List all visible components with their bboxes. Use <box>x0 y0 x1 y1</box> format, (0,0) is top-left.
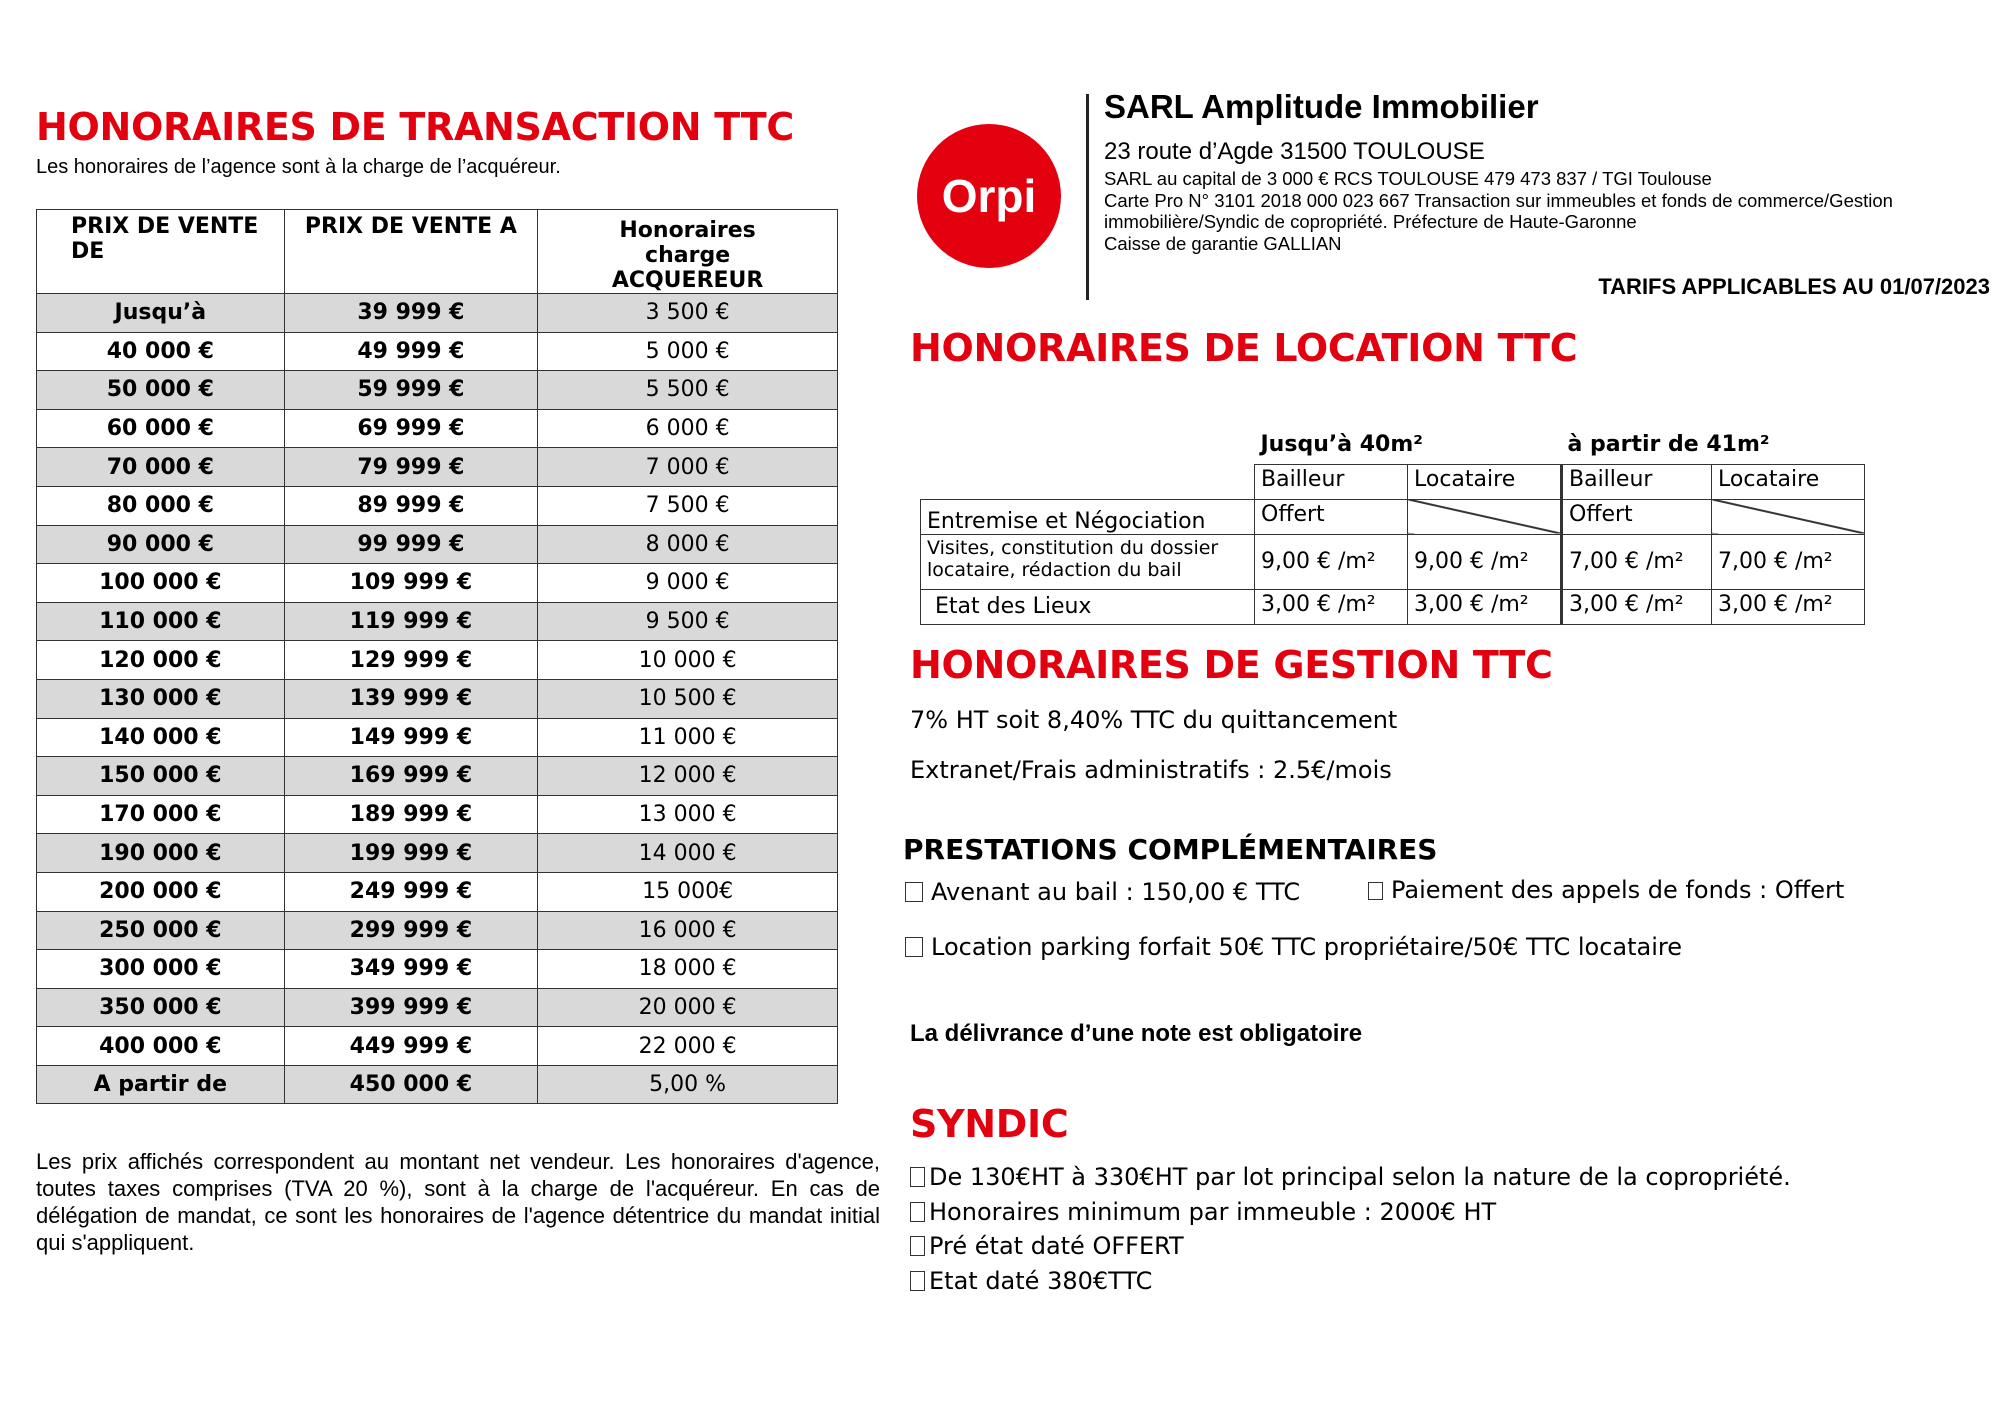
tarifs-date: TARIFS APPLICABLES AU 01/07/2023 <box>1598 274 1990 299</box>
cell-value: 3,00 € /m² <box>1712 589 1865 624</box>
cell-value: 9,00 € /m² <box>1255 534 1408 589</box>
cell-prix-de: Jusqu’à <box>37 294 285 333</box>
cell-prix-a: 119 999 € <box>284 602 538 641</box>
syndic-item <box>910 1160 1791 1195</box>
col-locataire: Locataire <box>1408 464 1562 499</box>
table-row <box>37 448 838 487</box>
cell-honoraires: 16 000 € <box>538 911 838 950</box>
cell-prix-de: 90 000 € <box>37 525 285 564</box>
table-row <box>37 1027 838 1066</box>
transaction-subtitle: Les honoraires de l’agence sont à la charge de l’acquéreur. <box>36 156 561 178</box>
cell-honoraires: 22 000 € <box>538 1027 838 1066</box>
table-row <box>37 641 838 680</box>
table-row <box>37 834 838 873</box>
cell-prix-a: 139 999 € <box>284 679 538 718</box>
cell-prix-de: 190 000 € <box>37 834 285 873</box>
col-locataire: Locataire <box>1712 464 1865 499</box>
syndic-item <box>910 1195 1791 1230</box>
header-prix-de: PRIX DE VENTE DE <box>37 210 285 294</box>
row-label: Etat des Lieux <box>921 589 1255 624</box>
cell-prix-de: 120 000 € <box>37 641 285 680</box>
table-row <box>37 950 838 989</box>
checkbox-icon <box>905 937 923 957</box>
cell-value: 7,00 € /m² <box>1562 534 1712 589</box>
cell-honoraires: 20 000 € <box>538 988 838 1027</box>
cell-honoraires: 15 000€ <box>538 872 838 911</box>
cell-honoraires: 5 500 € <box>538 371 838 410</box>
cell-honoraires: 8 000 € <box>538 525 838 564</box>
cell-prix-a: 109 999 € <box>284 564 538 603</box>
syndic-item <box>910 1264 1791 1299</box>
cell-honoraires: 18 000 € <box>538 950 838 989</box>
table-row <box>37 409 838 448</box>
syndic-label: De 130€HT à 330€HT par lot principal selon la nature de la copropriété. <box>929 1163 1791 1191</box>
checkbox-icon <box>1368 882 1383 900</box>
cell-honoraires: 13 000 € <box>538 795 838 834</box>
cell-prix-de: 250 000 € <box>37 911 285 950</box>
cell-prix-a: 169 999 € <box>284 757 538 796</box>
cell-prix-de: 70 000 € <box>37 448 285 487</box>
location-row <box>921 499 1865 534</box>
agency-name: SARL Amplitude Immobilier <box>1104 88 1539 125</box>
group-up-to-40: Jusqu’à 40m² <box>1260 432 1423 457</box>
cell-value: 3,00 € /m² <box>1562 589 1712 624</box>
syndic-label: Pré état daté OFFERT <box>929 1232 1184 1260</box>
cell-prix-de: 50 000 € <box>37 371 285 410</box>
prestation-label: Location parking forfait 50€ TTC propriétaire/50€ TTC locataire <box>931 933 1682 961</box>
table-row <box>37 679 838 718</box>
cell-prix-a: 129 999 € <box>284 641 538 680</box>
checkbox-icon <box>905 882 923 902</box>
prestation-item <box>905 933 1682 961</box>
table-row <box>37 294 838 333</box>
table-row <box>37 911 838 950</box>
table-row <box>37 757 838 796</box>
checkbox-icon <box>910 1167 925 1187</box>
cell-prix-de: 100 000 € <box>37 564 285 603</box>
table-row <box>37 486 838 525</box>
checkbox-icon <box>910 1202 925 1222</box>
cell-honoraires: 10 000 € <box>538 641 838 680</box>
table-row <box>37 718 838 757</box>
cell-prix-de: A partir de <box>37 1065 285 1104</box>
table-row <box>37 795 838 834</box>
location-row <box>921 534 1865 589</box>
transaction-fee-table <box>36 209 838 1104</box>
cell-prix-a: 89 999 € <box>284 486 538 525</box>
cell-prix-de: 150 000 € <box>37 757 285 796</box>
table-row <box>37 988 838 1027</box>
cell-value: Offert <box>1255 499 1408 534</box>
transaction-title: HONORAIRES DE TRANSACTION TTC <box>36 105 794 149</box>
cell-value: 3,00 € /m² <box>1408 589 1562 624</box>
syndic-item <box>910 1229 1791 1264</box>
syndic-label: Etat daté 380€TTC <box>929 1266 1153 1295</box>
cell-prix-a: 149 999 € <box>284 718 538 757</box>
table-row <box>37 602 838 641</box>
cell-prix-a: 199 999 € <box>284 834 538 873</box>
cell-prix-a: 69 999 € <box>284 409 538 448</box>
row-label: Visites, constitution du dossier locataire, rédaction du bail <box>921 534 1255 589</box>
cell-prix-de: 140 000 € <box>37 718 285 757</box>
table-row <box>37 332 838 371</box>
cell-value: 3,00 € /m² <box>1255 589 1408 624</box>
note-obligatoire: La délivrance d’une note est obligatoire <box>910 1020 1363 1047</box>
cell-prix-a: 349 999 € <box>284 950 538 989</box>
cell-honoraires: 10 500 € <box>538 679 838 718</box>
group-from-41: à partir de 41m² <box>1567 432 1770 457</box>
table-row <box>37 1065 838 1104</box>
transaction-note: Les prix affichés correspondent au montant net vendeur. Les honoraires d'agence, toutes taxes comprises (TVA 20 %), sont à la charge de l'acquéreur. En cas de délégation de mandat, ce sont les honoraires de l'agence détentrice du mandat initial qui s'appliquent. <box>36 1149 880 1255</box>
header-divider <box>1086 94 1089 300</box>
agency-legal-line: Carte Pro N° 3101 2018 000 023 667 Transaction sur immeubles et fonds de commerce/Gestion <box>1104 189 1893 211</box>
cell-honoraires: 11 000 € <box>538 718 838 757</box>
col-bailleur: Bailleur <box>1255 464 1408 499</box>
cell-prix-de: 40 000 € <box>37 332 285 371</box>
checkbox-icon <box>910 1236 925 1256</box>
cell-prix-a: 299 999 € <box>284 911 538 950</box>
syndic-list <box>910 1160 1791 1298</box>
cell-prix-a: 79 999 € <box>284 448 538 487</box>
cell-prix-de: 170 000 € <box>37 795 285 834</box>
cell-prix-a: 189 999 € <box>284 795 538 834</box>
table-row <box>37 872 838 911</box>
agency-legal-line: SARL au capital de 3 000 € RCS TOULOUSE 479 473 837 / TGI Toulouse <box>1104 168 1712 189</box>
cell-prix-de: 110 000 € <box>37 602 285 641</box>
svg-text:Orpi: Orpi <box>941 170 1037 222</box>
orpi-logo <box>917 124 1061 268</box>
checkbox-icon <box>910 1271 925 1291</box>
prestation-item <box>1368 876 1844 904</box>
table-row <box>37 525 838 564</box>
header-prix-a: PRIX DE VENTE A <box>284 210 538 294</box>
cell-prix-a: 39 999 € <box>284 294 538 333</box>
table-header-row <box>37 210 838 294</box>
prestation-label: Paiement des appels de fonds : Offert <box>1391 876 1845 904</box>
location-row <box>921 589 1865 624</box>
cell-honoraires: 9 500 € <box>538 602 838 641</box>
table-row <box>37 371 838 410</box>
cell-prix-a: 449 999 € <box>284 1027 538 1066</box>
cell-honoraires: 7 000 € <box>538 448 838 487</box>
table-row <box>37 564 838 603</box>
cell-prix-de: 130 000 € <box>37 679 285 718</box>
syndic-label: Honoraires minimum par immeuble : 2000€ HT <box>929 1197 1497 1226</box>
gestion-line: Extranet/Frais administratifs : 2.5€/mois <box>910 756 1392 784</box>
cell-prix-de: 80 000 € <box>37 486 285 525</box>
cell-value: 7,00 € /m² <box>1712 534 1865 589</box>
cell-honoraires: 12 000 € <box>538 757 838 796</box>
cell-prix-de: 200 000 € <box>37 872 285 911</box>
cell-prix-de: 400 000 € <box>37 1027 285 1066</box>
col-bailleur: Bailleur <box>1562 464 1712 499</box>
gestion-title: HONORAIRES DE GESTION TTC <box>910 643 1553 687</box>
cell-prix-a: 59 999 € <box>284 371 538 410</box>
cell-empty <box>1408 499 1562 534</box>
cell-prix-a: 99 999 € <box>284 525 538 564</box>
cell-honoraires: 3 500 € <box>538 294 838 333</box>
cell-value: Offert <box>1562 499 1712 534</box>
location-fee-table <box>920 430 1865 625</box>
cell-prix-de: 350 000 € <box>37 988 285 1027</box>
cell-value: 9,00 € /m² <box>1408 534 1562 589</box>
agency-legal-line: immobilière/Syndic de copropriété. Préfecture de Haute-Garonne <box>1104 211 1637 232</box>
location-title: HONORAIRES DE LOCATION TTC <box>910 326 1578 370</box>
cell-honoraires: 7 500 € <box>538 486 838 525</box>
gestion-line: 7% HT soit 8,40% TTC du quittancement <box>910 706 1398 734</box>
cell-empty <box>1712 499 1865 534</box>
cell-prix-de: 60 000 € <box>37 409 285 448</box>
agency-legal-line: Caisse de garantie GALLIAN <box>1104 232 1342 254</box>
prestations-title: PRESTATIONS COMPLÉMENTAIRES <box>903 833 1438 866</box>
agency-legal-info <box>1104 168 1893 254</box>
cell-honoraires: 9 000 € <box>538 564 838 603</box>
cell-honoraires: 5,00 % <box>538 1065 838 1104</box>
header-honoraires: Honoraires charge ACQUEREUR <box>538 210 838 294</box>
cell-prix-de: 300 000 € <box>37 950 285 989</box>
cell-honoraires: 6 000 € <box>538 409 838 448</box>
row-label: Entremise et Négociation <box>921 499 1255 534</box>
cell-prix-a: 49 999 € <box>284 332 538 371</box>
syndic-title: SYNDIC <box>910 1102 1069 1146</box>
cell-honoraires: 5 000 € <box>538 332 838 371</box>
prestation-label: Avenant au bail : 150,00 € TTC <box>931 878 1301 906</box>
agency-address: 23 route d’Agde 31500 TOULOUSE <box>1104 138 1485 165</box>
cell-honoraires: 14 000 € <box>538 834 838 873</box>
cell-prix-a: 450 000 € <box>284 1065 538 1104</box>
cell-prix-a: 249 999 € <box>284 872 538 911</box>
cell-prix-a: 399 999 € <box>284 988 538 1027</box>
prestation-item <box>905 878 1300 906</box>
